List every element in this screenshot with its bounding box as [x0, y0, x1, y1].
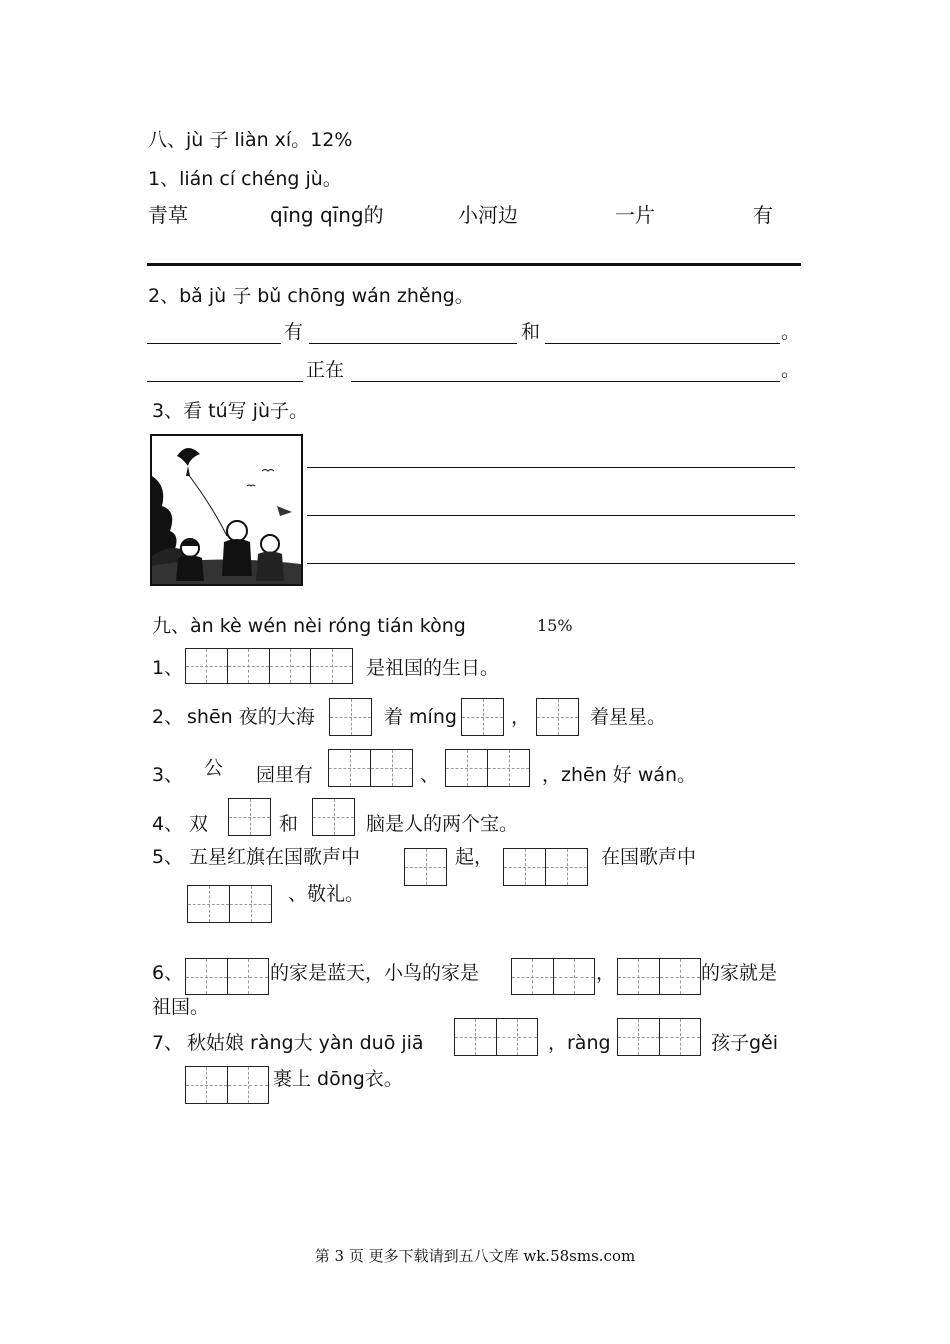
q1-word-2: qīng qīng的 — [270, 203, 384, 227]
item-5-text-d: 、敬礼。 — [288, 883, 365, 905]
item-7-text-b: ，ràng — [548, 1032, 611, 1054]
q2-period-2: 。 — [781, 359, 801, 381]
item-3-text-a: 园里有 — [256, 764, 314, 786]
item-3-grid-2[interactable] — [445, 749, 530, 787]
item-2-grid-2[interactable] — [461, 698, 504, 736]
item-3-stray-char: 公 — [204, 757, 224, 779]
item-7-grid-1[interactable] — [454, 1018, 538, 1056]
page-footer: 第 3 页 更多下载请到五八文库 wk.58sms.com — [314, 1247, 636, 1265]
q2-period-1: 。 — [781, 321, 801, 343]
item-4-text-b: 和 — [279, 813, 299, 835]
item-4-grid-2[interactable] — [312, 798, 355, 836]
item-2-text-c: ， — [511, 706, 531, 728]
item-4-grid-1[interactable] — [228, 798, 271, 836]
item-7-text-a: 秋姑娘 ràng大 yàn duō jiā — [187, 1032, 424, 1054]
section-9-title: 九、àn kè wén nèi róng tián kòng — [152, 615, 466, 637]
section-9-percent: 15% — [537, 616, 573, 635]
item-6-num: 6、 — [152, 962, 184, 984]
q1-word-1: 青草 — [148, 203, 188, 227]
q3-label: 3、看 tú写 jù子。 — [152, 400, 308, 422]
item-5-text-a: 五星红旗在国歌声中 — [189, 846, 361, 868]
q2-you: 有 — [284, 321, 304, 343]
item-6-text-b: ， — [596, 962, 616, 984]
item-7-text-d: 裹上 dōng衣。 — [273, 1068, 403, 1090]
item-3-grid-1[interactable] — [328, 749, 413, 787]
item-6-grid-1[interactable] — [185, 958, 269, 995]
item-6-text-c: 的家就是 — [701, 962, 778, 984]
q2-blank-3[interactable] — [545, 343, 780, 344]
q2-blank-1[interactable] — [147, 343, 281, 344]
item-6-text-a: 的家是蓝天，小鸟的家是 — [270, 962, 480, 984]
item-6-text-d: 祖国。 — [152, 996, 210, 1018]
item-2-text-a: shēn 夜的大海 — [187, 706, 315, 728]
item-4-text-a: 双 — [189, 813, 209, 835]
item-5-grid-3[interactable] — [187, 885, 272, 923]
q2-he: 和 — [521, 321, 541, 343]
item-5-text-c: 在国歌声中 — [601, 846, 697, 868]
item-5-text-b: 起， — [455, 846, 494, 868]
q3-answer-line-1[interactable] — [307, 467, 795, 468]
q1-word-3: 小河边 — [458, 203, 518, 227]
item-2-grid-3[interactable] — [536, 698, 579, 736]
item-3-num: 3、 — [152, 764, 184, 786]
q1-answer-line[interactable] — [147, 263, 801, 266]
item-6-grid-3[interactable] — [617, 958, 701, 995]
item-4-num: 4、 — [152, 813, 184, 835]
q1-label: 1、lián cí chéng jù。 — [148, 168, 342, 190]
q1-word-4: 一片 — [615, 203, 655, 227]
item-4-text-c: 脑是人的两个宝。 — [366, 813, 519, 835]
q3-answer-line-3[interactable] — [307, 563, 795, 564]
item-5-grid-2[interactable] — [503, 848, 588, 886]
item-3-text-c: ，zhēn 好 wán。 — [542, 764, 697, 786]
item-7-grid-2[interactable] — [617, 1018, 701, 1056]
item-3-text-b: 、 — [420, 764, 440, 786]
q2-blank-2[interactable] — [309, 343, 517, 344]
item-7-num: 7、 — [152, 1032, 184, 1054]
q2-blank-4[interactable] — [147, 381, 303, 382]
item-1-num: 1、 — [152, 657, 184, 679]
q1-word-5: 有 — [753, 203, 773, 227]
item-2-text-b: 着 míng — [384, 706, 457, 728]
q3-answer-line-2[interactable] — [307, 515, 795, 516]
q2-label: 2、bǎ jù 子 bǔ chōng wán zhěng。 — [148, 285, 474, 307]
section-8-title: 八、jù 子 liàn xí。12% — [148, 129, 353, 151]
item-6-grid-2[interactable] — [511, 958, 595, 995]
q2-zhengzai: 正在 — [306, 359, 345, 381]
item-1-text: 是祖国的生日。 — [366, 657, 500, 679]
item-7-grid-3[interactable] — [185, 1066, 269, 1104]
item-5-grid-1[interactable] — [404, 848, 447, 886]
item-2-num: 2、 — [152, 706, 184, 728]
item-2-text-d: 着星星。 — [590, 706, 667, 728]
item-2-grid-1[interactable] — [329, 698, 372, 736]
item-1-grid[interactable] — [185, 648, 353, 684]
item-7-text-c: 孩子gěi — [711, 1032, 779, 1054]
item-5-num: 5、 — [152, 846, 184, 868]
kite-picture — [150, 434, 303, 586]
q2-blank-5[interactable] — [351, 381, 780, 382]
